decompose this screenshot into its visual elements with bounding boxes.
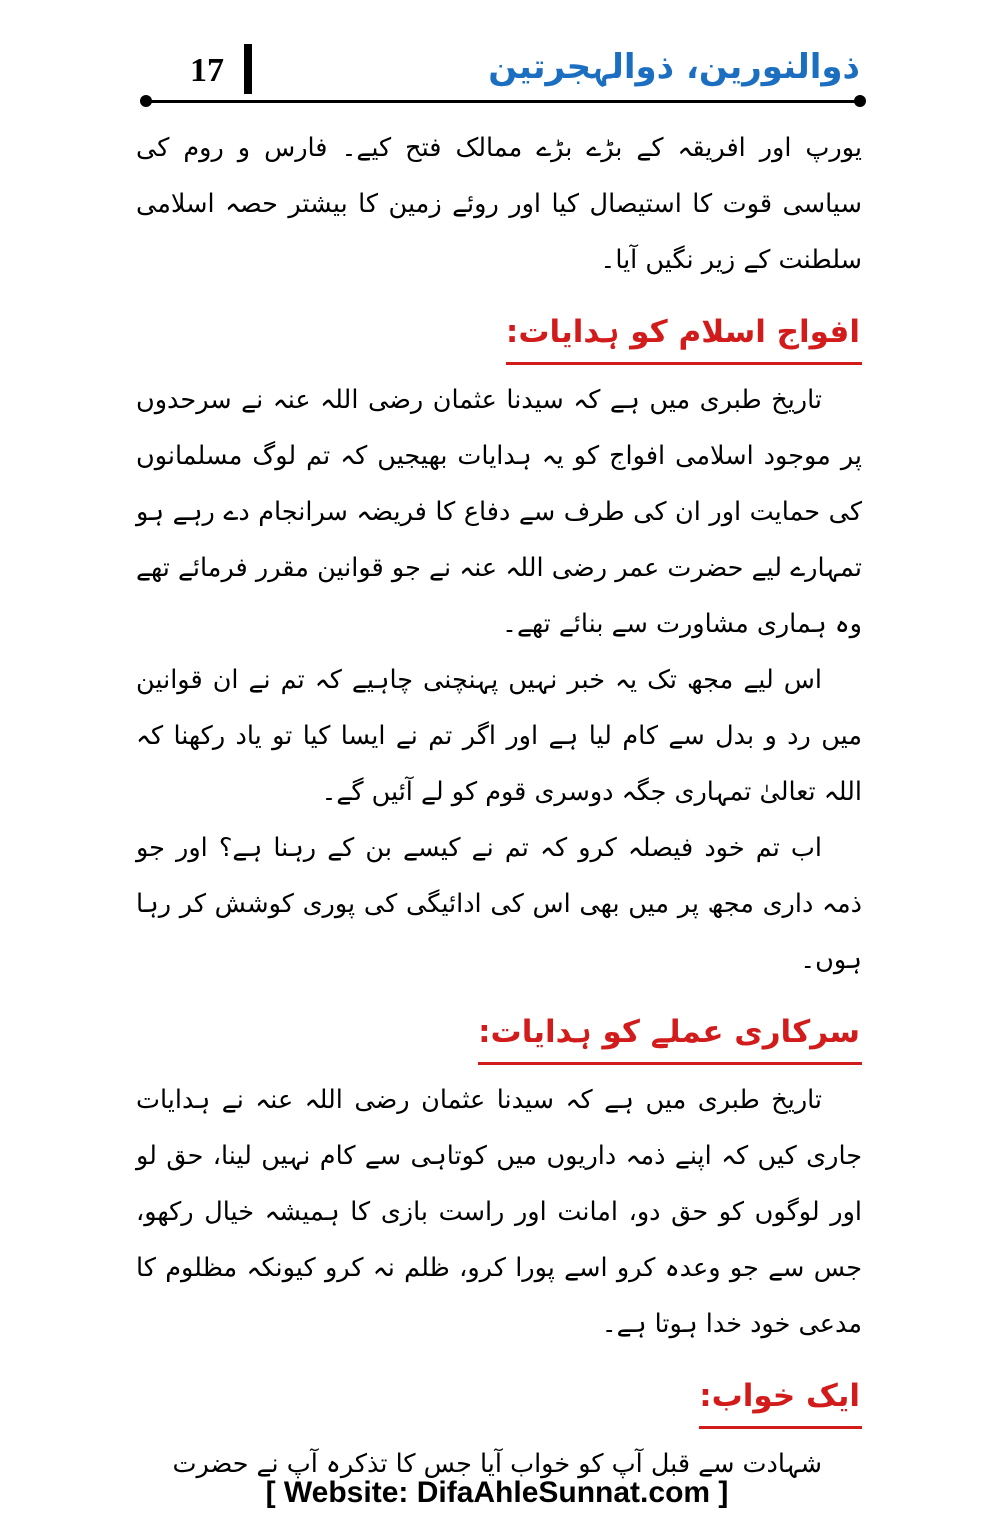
heading-staff-instructions: سرکاری عملے کو ہدایات: (478, 1004, 862, 1065)
section-heading-wrap (136, 304, 862, 364)
paragraph-tabari-staff: تاریخ طبری میں ہے کہ سیدنا عثمان رضی اللہ عنہ نے ہدایات جاری کیں کہ اپنے ذمہ داریوں میں کوتاہی سے کام نہیں لینا، حق لو اور لوگوں کو حق دو، امانت اور راست بازی کا ہمیشہ خیال رکھو، جس سے جو وعدہ کرو اسے پورا کرو، ظلم نہ کرو کیونکہ مظلوم کا مدعی خود خدا ہوتا ہے۔ (136, 1085, 862, 1339)
header-rule (146, 100, 860, 103)
book-title: ذوالنورین، ذوالہجرتین (488, 47, 860, 87)
heading-army-instructions: افواج اسلام کو ہدایات: (506, 304, 862, 365)
paragraph-conquests: یورپ اور افریقہ کے بڑے بڑے ممالک فتح کیے۔ فارس و روم کی سیاسی قوت کا استیصال کیا اور روئے زمین کا بیشتر حصہ اسلامی سلطنت کے زیر نگیں آیا۔ (136, 133, 862, 275)
section-heading-wrap (136, 1004, 862, 1064)
paragraph-decide: اب تم خود فیصلہ کرو کہ تم نے کیسے بن کے رہنا ہے؟ اور جو ذمہ داری مجھ پر میں بھی اس کی ادائیگی کی پوری کوشش کر رہا ہوں۔ (136, 833, 862, 975)
rule-dot-right (854, 95, 866, 107)
page-number: 17 (190, 52, 224, 89)
paragraph-tabari-army: تاریخ طبری میں ہے کہ سیدنا عثمان رضی اللہ عنہ نے سرحدوں پر موجود اسلامی افواج کو یہ ہدایات بھیجیں کہ تم لوگ مسلمانوں کی حمایت اور ان کی طرف سے دفاع کا فریضہ سرانجام دے رہے ہو تمہارے لیے حضرت عمر رضی اللہ عنہ نے جو قوانین مقرر فرمائے تھے وہ ہماری مشاورت سے بنائے تھے۔ (136, 385, 862, 639)
rule-dot-left (140, 95, 152, 107)
paragraph-no-changes: اس لیے مجھ تک یہ خبر نہیں پہنچنی چاہیے کہ تم نے ان قوانین میں رد و بدل سے کام لیا ہے اور اگر تم نے ایسا کیا تو یاد رکھنا کہ اللہ تعالیٰ تمہاری جگہ دوسری قوم کو لے آئیں گے۔ (136, 665, 862, 807)
heading-dream: ایک خواب: (699, 1368, 862, 1429)
page-body (136, 120, 862, 1492)
website-footer: [ Website: DifaAhleSunnat.com ] (265, 1476, 729, 1509)
section-heading-wrap (136, 1368, 862, 1428)
paragraph-dream: شہادت سے قبل آپ کو خواب آیا جس کا تذکرہ آپ نے حضرت (172, 1449, 822, 1479)
header-divider-bar (244, 44, 252, 94)
